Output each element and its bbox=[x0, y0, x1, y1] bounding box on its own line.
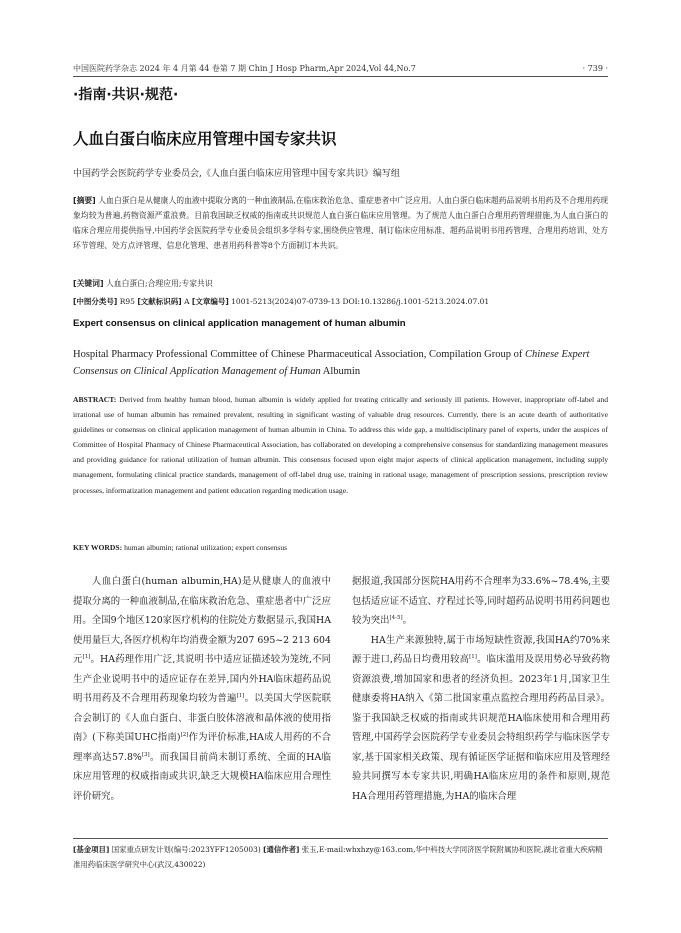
authors-en bbox=[73, 346, 613, 380]
body-column-left bbox=[73, 572, 331, 806]
journal-citation: 中国医院药学杂志 2024 年 4 月第 44 卷第 7 期 Chin J Hosp Pharm,Apr 2024,Vol 44,No.7 bbox=[73, 64, 416, 73]
abstract-en-label: ABSTRACT: bbox=[73, 395, 117, 404]
doc-code-value: A bbox=[184, 297, 190, 306]
abstract-cn-text: 人血白蛋白是从健康人的血液中提取分离的一种血液制品,在临床救治危急、重症患者中广泛应用。人血白蛋白临床超药品说明书用药及不合理用药现象均较为普遍,药物资源严重浪费。目前我国缺乏权威的指南或共识规范人血白蛋白临床应用管理。为了规范人血白蛋白合理用药管理措施,为人血白蛋白的临床合理应用提供指导,中国药学会医院药学专业委员会组织多学科专家,围绕供应管理、制订临床应用标准、超药品说明书用药管理、合理用药培训、处方环节管理、处方点评管理、信息化管理、患者用药科普等8个方面制订本共识。 bbox=[73, 196, 608, 250]
page-number: · 739 · bbox=[582, 64, 608, 73]
body-paragraph bbox=[352, 572, 610, 631]
abstract-en-text: Derived from healthy human blood, human albumin is widely applied for treating critically and seriously ill patients. However, inappropriate off-label and irrational use of human albumin has remained prevalent, resulting in significant wasting of valuable drug resources. Currently, there is an acute dearth of authoritative guidelines or consensus on clinical application management of human albumin in China. To address this wide gap, a multidisciplinary panel of experts, under the auspices of Committee of Hospital Pharmacy of Chinese Pharmaceutical Association, has collaborated on developing a comprehensive consensus for standardizing management measures and providing guidance for rational utilization of human albumin. This consensus focused upon eight major aspects of clinical application management, including supply management, formulating clinical practice standards, management of off-label drug use, training in rational usage, management of prescription sessions, prescription review processes, informatization management and patient education regarding medication usage. bbox=[73, 395, 608, 495]
clc-value: R95 bbox=[119, 297, 135, 306]
authors-en-italic: Chinese Expert Consensus on Clinical Application Management of Human bbox=[73, 349, 590, 377]
fund-text: 国家重点研发计划(编号:2023YFF1205003) bbox=[111, 845, 261, 854]
keywords-en-label: KEY WORDS: bbox=[73, 543, 123, 552]
authors-cn: 中国药学会医院药学专业委员会,《人血白蛋白临床应用管理中国专家共识》编写组 bbox=[73, 169, 400, 179]
authors-en-plain: Hospital Pharmacy Professional Committee of Chinese Pharmaceutical Association, Compilation Group of bbox=[73, 349, 523, 360]
abstract-cn bbox=[73, 193, 608, 253]
citation-ref[interactable]: [2] bbox=[180, 731, 189, 738]
corresponding-label: [通信作者] bbox=[263, 845, 300, 854]
citation-ref[interactable]: [4-5] bbox=[389, 614, 403, 621]
keywords-cn bbox=[73, 277, 213, 291]
keywords-cn-text: 人血白蛋白;合理应用;专家共识 bbox=[106, 279, 213, 288]
keywords-cn-label: [关键词] bbox=[73, 279, 104, 288]
citation-ref[interactable]: [1] bbox=[469, 653, 477, 660]
abstract-cn-label: [摘要] bbox=[73, 196, 96, 205]
article-no-label: [文章编号] bbox=[191, 297, 229, 306]
running-header bbox=[73, 62, 608, 77]
fund-label: [基金项目] bbox=[73, 845, 110, 854]
body-text: 。而我国目前尚未制订系统、全面的HA临床应用管理的权威指南或共识,缺乏大规模HA临床应用合理性评价研究。 bbox=[73, 751, 331, 802]
doi-link[interactable]: DOI:10.13286/j.1001-5213.2024.07.01 bbox=[342, 297, 490, 306]
keywords-en bbox=[73, 541, 287, 555]
body-text: 。HA药理作用广泛,其说明书中适应证描述较为笼统,不同生产企业说明书中的适应证存在差异,国内外HA临床超药品说明书用药及不合理用药现象均较为普遍 bbox=[73, 654, 331, 704]
abstract-en bbox=[73, 392, 608, 498]
body-text: 人血白蛋白(human albumin,HA)是从健康人的血液中提取分离的一种血液制品,在临床救治危急、重症患者中广泛应用。全国9个地区120家医疗机构的住院处方数据显示,我国HA使用量巨大,各医疗机构年均消费金额为207 695~2 213 604元 bbox=[73, 576, 331, 665]
clc-label: [中图分类号] bbox=[73, 297, 118, 306]
keywords-en-text: human albumin; rational utilization; expert consensus bbox=[124, 543, 288, 552]
citation-ref[interactable]: [3] bbox=[141, 751, 150, 758]
section-label: ·指南·共识·规范· bbox=[73, 87, 179, 103]
doc-code-label: [文献标识码] bbox=[137, 297, 182, 306]
corresponding-text: 张玉,E-mail:whxhzy@163.com,华中科技大学同济医学院附属协和医院,湖北省重大疾病精准用药临床医学研究中心(武汉,430022) bbox=[73, 845, 603, 869]
body-text: 。 bbox=[402, 615, 413, 626]
body-column-right bbox=[352, 572, 610, 806]
body-paragraph bbox=[352, 631, 610, 807]
body-text: HA生产来源独特,属于市场短缺性资源,我国HA约70%来源于进口,药品日均费用较高 bbox=[352, 634, 610, 665]
article-title-en: Expert consensus on clinical application management of human albumin bbox=[73, 318, 406, 329]
article-title-cn: 人血白蛋白临床应用管理中国专家共识 bbox=[73, 130, 337, 148]
body-text: 据报道,我国部分医院HA用药不合理率为33.6%~78.4%,主要包括适应证不适宜、疗程过长等,同时超药品说明书用药问题也较为突出 bbox=[352, 576, 610, 626]
body-text: 作为评价标准,HA成人用药的不合理率高达57.8% bbox=[73, 732, 331, 763]
authors-en-tail: Albumin bbox=[322, 366, 361, 377]
citation-ref[interactable]: [1] bbox=[82, 653, 91, 660]
body-text: 。以美国大学医院联合会制订的《人血白蛋白、非蛋白胶体溶液和晶体液的使用指南》(下称美国UHC指南) bbox=[73, 693, 331, 743]
footnote bbox=[73, 838, 608, 872]
citation-ref[interactable]: [1] bbox=[236, 692, 245, 699]
body-text: 。临床滥用及误用势必导致药物资源浪费,增加国家和患者的经济负担。2023年1月,国家卫生健康委将HA纳入《第二批国家重点监控合理用药药品目录》。鉴于我国缺乏权威的指南或共识规范HA临床使用和合理用药管理,中国药学会医院药学专业委员会特组织药学与临床医学专家,基于国家相关政策、现有循证医学证据和临床应用及管理经验共同撰写本专家共识,明确HA临床应用的条件和原则,规范HA合理用药管理措施,为HA的临床合理 bbox=[352, 654, 610, 802]
body-paragraph bbox=[73, 572, 331, 806]
classification-line bbox=[73, 295, 489, 309]
article-no-value: 1001-5213(2024)07-0739-13 bbox=[231, 297, 341, 306]
